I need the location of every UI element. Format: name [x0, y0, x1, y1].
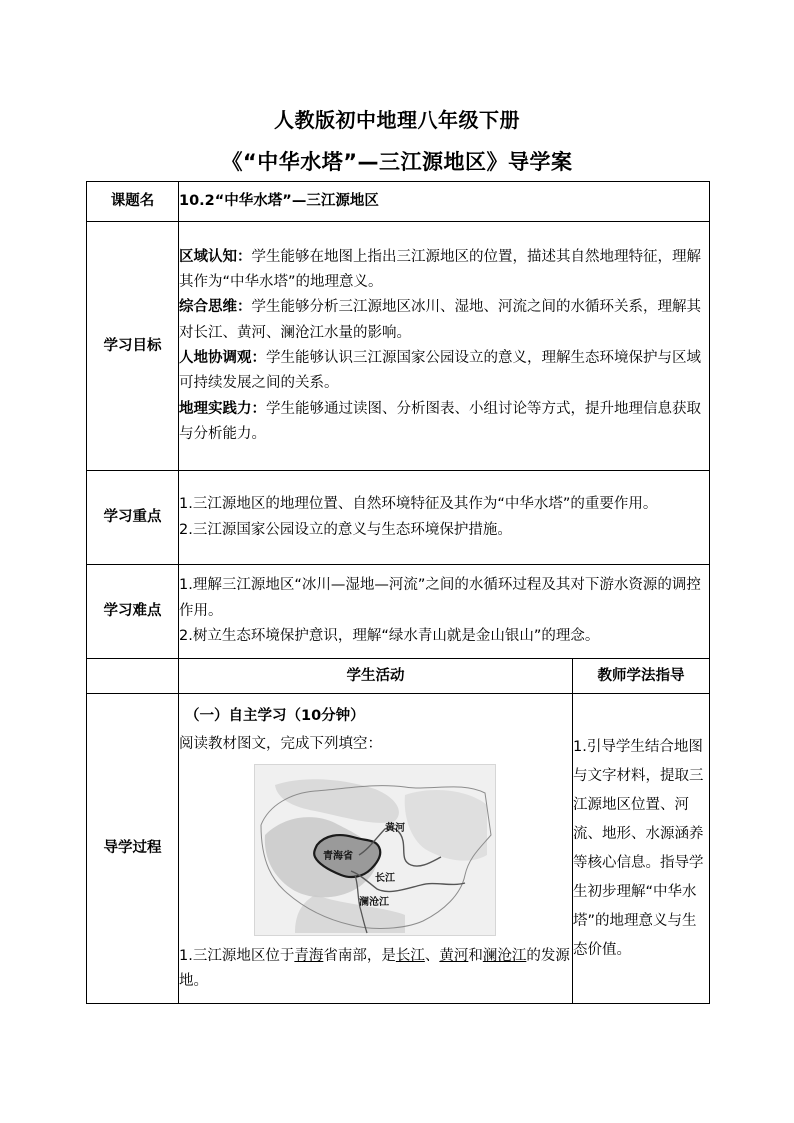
doc-title-line2: 《“中华水塔”—三江源地区》导学案	[221, 150, 573, 174]
map-label-changjiang: 长江	[375, 872, 395, 884]
map-label-huanghe: 黄河	[385, 822, 405, 834]
question-text: 1.三江源地区位于	[179, 947, 295, 964]
teacher-guidance-header: 教师学法指导	[573, 659, 710, 694]
key-points-label: 学习重点	[87, 471, 179, 565]
answer-blank: 青海	[294, 947, 324, 964]
key-points-row	[87, 471, 710, 565]
objective-head: 人地协调观：	[179, 350, 266, 366]
column-header-row	[87, 659, 710, 694]
difficulties-row	[87, 565, 710, 659]
difficulties-label: 学习难点	[87, 565, 179, 659]
fill-in-question	[179, 944, 572, 995]
difficulty-item: 2.树立生态环境保护意识，理解“绿水青山就是金山银山”的理念。	[179, 628, 600, 645]
section-heading: （一）自主学习（10分钟）	[185, 707, 365, 724]
topic-label: 课题名	[87, 182, 179, 222]
process-label: 导学过程	[87, 694, 179, 1004]
objective-head: 区域认知：	[179, 248, 252, 265]
student-activity-cell	[179, 694, 573, 1004]
question-text: 、	[424, 947, 440, 964]
objective-item	[179, 295, 709, 346]
question-text: 省南部，是	[323, 947, 396, 964]
question-text: 和	[468, 947, 483, 964]
objectives-content	[179, 222, 710, 471]
objective-item	[179, 245, 709, 296]
objective-head: 地理实践力：	[179, 400, 266, 417]
lesson-plan-table	[86, 181, 710, 1004]
question-text: 的发源地。	[179, 947, 570, 989]
objective-head: 综合思维：	[179, 299, 252, 316]
difficulty-item: 1.理解三江源地区“冰川—湿地—河流”之间的水循环过程及其对下游水资源的调控作用。	[179, 577, 701, 619]
key-point-item: 2.三江源国家公园设立的意义与生态环境保护措施。	[179, 521, 512, 538]
answer-blank: 黄河	[439, 947, 469, 964]
key-point-item: 1.三江源地区的地理位置、自然环境特征及其作为“中华水塔”的重要作用。	[179, 496, 658, 513]
empty-header-cell	[87, 659, 179, 694]
sanjiangyuan-map	[254, 764, 496, 936]
map-label-lancangjiang: 澜沧江	[359, 896, 389, 908]
topic-row	[87, 182, 710, 222]
reading-instruction: 阅读教材图文，完成下列填空：	[179, 736, 382, 753]
topic-value: 10.2“中华水塔”—三江源地区	[179, 182, 710, 222]
map-label-qinghai: 青海省	[323, 850, 353, 862]
objective-text: 学生能够在地图上指出三江源地区的位置，描述其自然地理特征，理解其作为“中华水塔”的地理意义。	[179, 248, 701, 290]
objective-item	[179, 346, 709, 397]
doc-title-line1: 人教版初中地理八年级下册	[274, 108, 520, 132]
answer-blank: 长江	[395, 947, 425, 964]
objectives-label: 学习目标	[87, 222, 179, 471]
objective-text: 学生能够认识三江源国家公园设立的意义，理解生态环境保护与区域可持续发展之间的关系。	[179, 350, 701, 392]
answer-blank: 澜沧江	[482, 947, 527, 964]
key-points-content	[179, 471, 710, 565]
process-row	[87, 694, 710, 1004]
student-activity-header: 学生活动	[179, 659, 573, 694]
objective-item	[179, 397, 709, 448]
objective-text: 学生能够分析三江源地区冰川、湿地、河流之间的水循环关系，理解其对长江、黄河、澜沧江水量的影响。	[179, 299, 701, 341]
teacher-guidance-cell: 1.引导学生结合地图与文字材料，提取三江源地区位置、河流、地形、水源涵养等核心信息。指导学生初步理解“中华水塔”的地理意义与生态价值。	[573, 694, 710, 1004]
difficulties-content	[179, 565, 710, 659]
objectives-row	[87, 222, 710, 471]
objective-text: 学生能够通过读图、分析图表、小组讨论等方式，提升地理信息获取与分析能力。	[179, 400, 701, 443]
